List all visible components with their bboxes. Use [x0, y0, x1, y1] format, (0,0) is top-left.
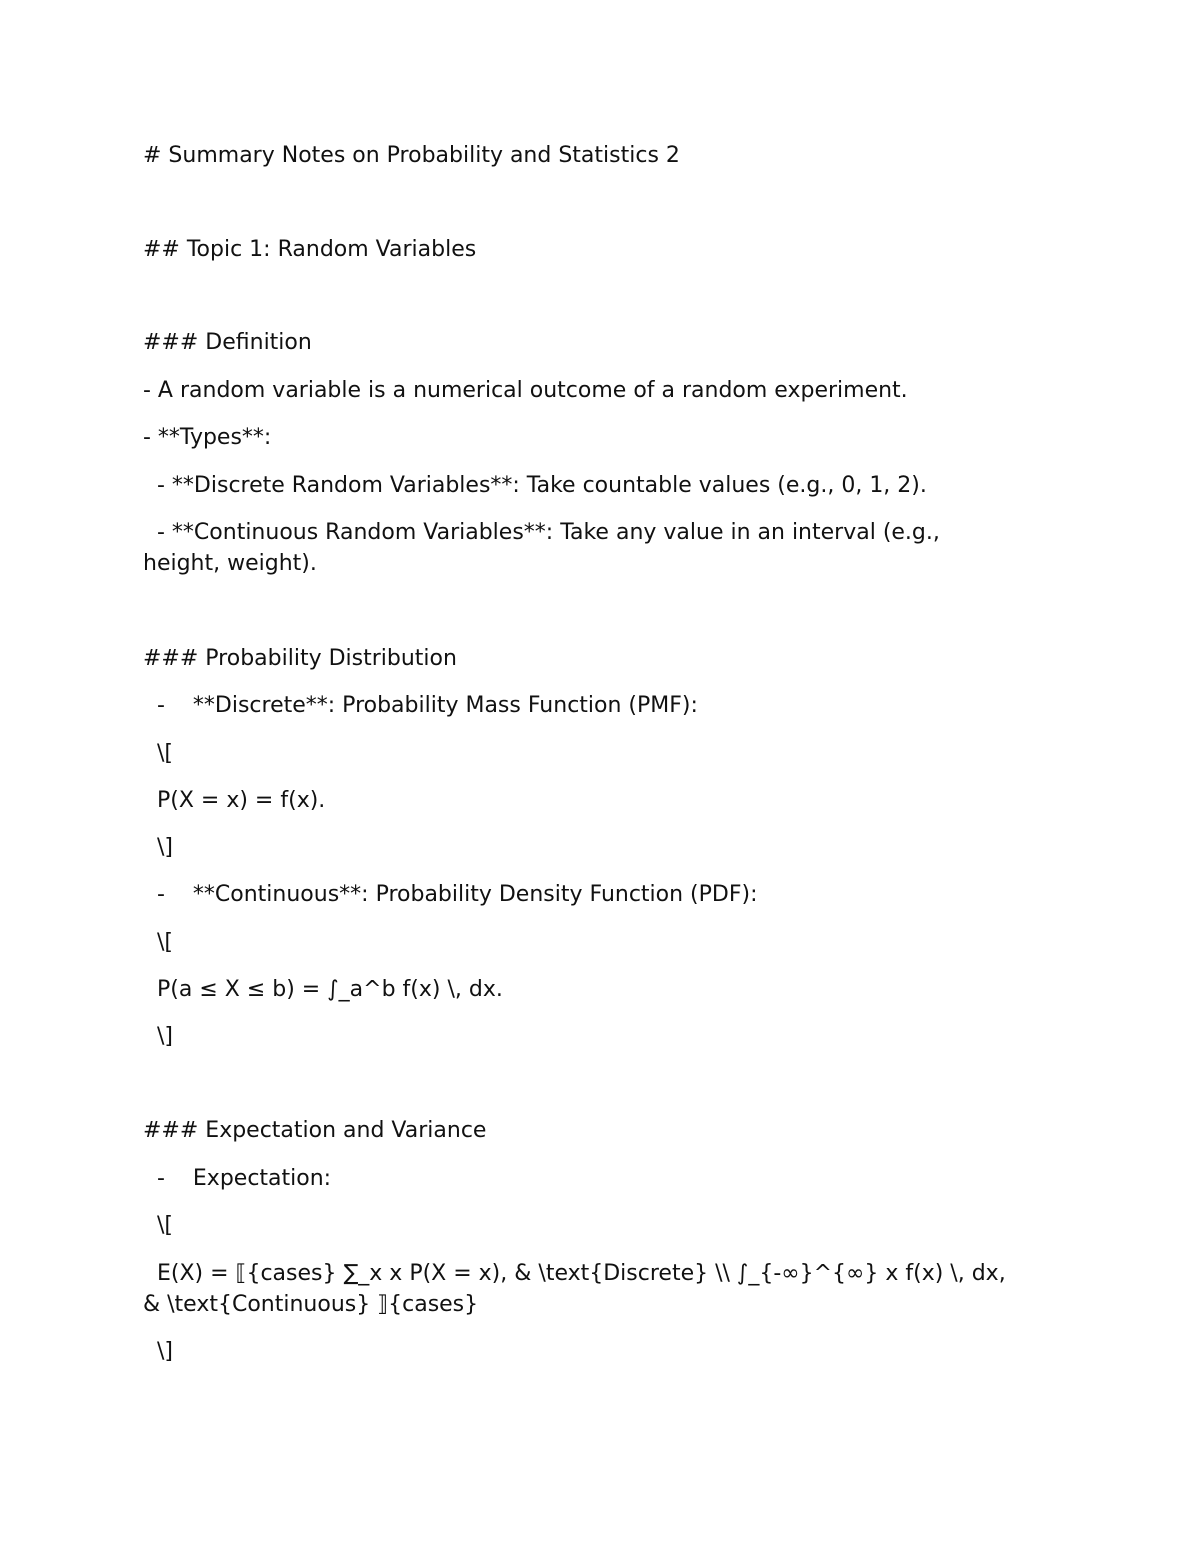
- math-open-delimiter: \[: [143, 930, 173, 955]
- math-close-delimiter: \]: [143, 1024, 173, 1049]
- expectation-item: - Expectation:: [143, 1166, 332, 1191]
- types-bullet: - **Types**:: [143, 425, 272, 450]
- pmf-formula: P(X = x) = f(x).: [143, 788, 326, 813]
- definition-heading: ### Definition: [143, 330, 312, 355]
- topic-heading: ## Topic 1: Random Variables: [143, 237, 477, 262]
- probability-distribution-heading: ### Probability Distribution: [143, 646, 457, 671]
- document-title: # Summary Notes on Probability and Statistics 2: [143, 143, 680, 168]
- math-open-delimiter: \[: [143, 741, 173, 766]
- pdf-formula: P(a ≤ X ≤ b) = ∫_a^b f(x) \, dx.: [143, 977, 503, 1002]
- math-open-delimiter: \[: [143, 1213, 173, 1238]
- math-close-delimiter: \]: [143, 1339, 173, 1364]
- discrete-types-sub-bullet: - **Discrete Random Variables**: Take countable values (e.g., 0, 1, 2).: [143, 473, 927, 498]
- continuous-pdf-item: - **Continuous**: Probability Density Function (PDF):: [143, 882, 758, 907]
- math-close-delimiter: \]: [143, 835, 173, 860]
- expectation-formula: E(X) = ⟦{cases} ∑_x x P(X = x), & \text{Discrete} \\ ∫_{-∞}^{∞} x f(x) \, dx, & \text{Continuous} ⟧{cases}: [143, 1261, 1013, 1317]
- discrete-pmf-item: - **Discrete**: Probability Mass Function (PMF):: [143, 693, 698, 718]
- definition-bullet: - A random variable is a numerical outcome of a random experiment.: [143, 378, 908, 403]
- continuous-types-sub-bullet: - **Continuous Random Variables**: Take any value in an interval (e.g., height, weight).: [143, 520, 947, 576]
- expectation-variance-heading: ### Expectation and Variance: [143, 1118, 487, 1143]
